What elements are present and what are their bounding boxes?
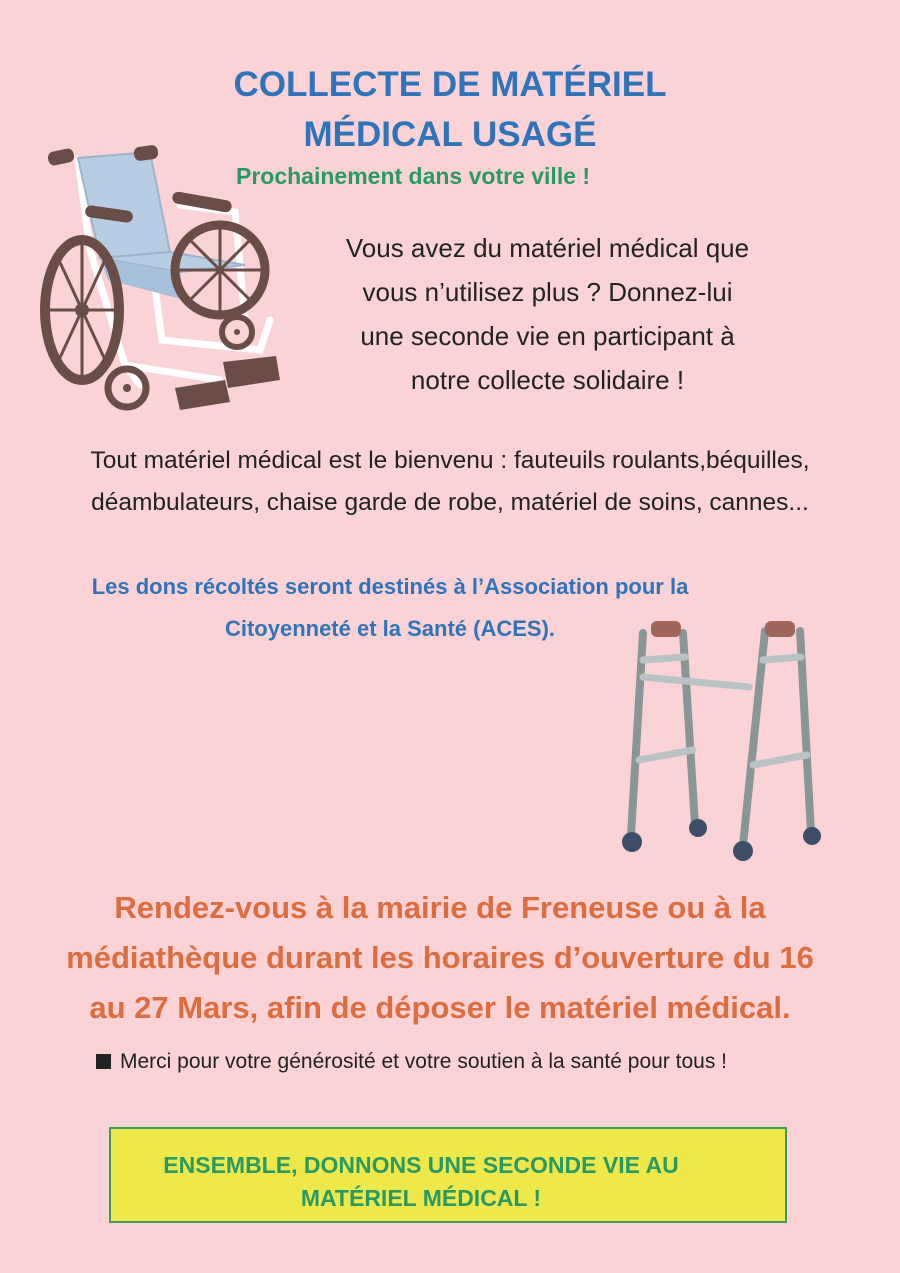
donations-line-1: Les dons récoltés seront destinés à l’Association pour la xyxy=(91,574,689,599)
welcome-line-2: déambulateurs, chaise garde de robe, matériel de soins, cannes... xyxy=(91,489,809,516)
title-line-1: COLLECTE DE MATÉRIEL xyxy=(233,65,667,104)
walker-icon xyxy=(615,615,830,865)
welcome-text xyxy=(20,440,880,524)
title-line-2: MÉDICAL USAGÉ xyxy=(303,115,597,154)
appointment-line-1: Rendez-vous à la mairie de Freneuse ou à la xyxy=(114,890,766,925)
intro-line-4: notre collecte solidaire ! xyxy=(410,365,685,395)
intro-text xyxy=(305,226,790,402)
intro-line-2: vous n’utilisez plus ? Donnez-lui xyxy=(362,277,733,307)
banner-line-1: ENSEMBLE, DONNONS UNE SECONDE VIE AU xyxy=(163,1152,679,1178)
square-bullet-icon xyxy=(96,1054,111,1069)
intro-line-3: une seconde vie en participant à xyxy=(360,321,735,351)
welcome-line-1: Tout matériel médical est le bienvenu : fauteuils roulants,béquilles, xyxy=(90,447,810,474)
appointment-line-3: au 27 Mars, afin de déposer le matériel médical. xyxy=(89,990,791,1025)
thanks-note xyxy=(96,1050,856,1074)
banner-text xyxy=(111,1149,731,1215)
thanks-text: Merci pour votre générosité et votre soutien à la santé pour tous ! xyxy=(120,1050,728,1073)
closing-banner xyxy=(109,1127,787,1223)
appointment-text xyxy=(15,883,865,1033)
wheelchair-icon xyxy=(30,140,290,425)
donations-line-2: Citoyenneté et la Santé (ACES). xyxy=(224,616,556,641)
subtitle: Prochainement dans votre ville ! xyxy=(236,163,591,189)
banner-line-2: MATÉRIEL MÉDICAL ! xyxy=(300,1185,542,1211)
appointment-line-2: médiathèque durant les horaires d’ouverture du 16 xyxy=(66,940,814,975)
intro-line-1: Vous avez du matériel médical que xyxy=(345,233,750,263)
